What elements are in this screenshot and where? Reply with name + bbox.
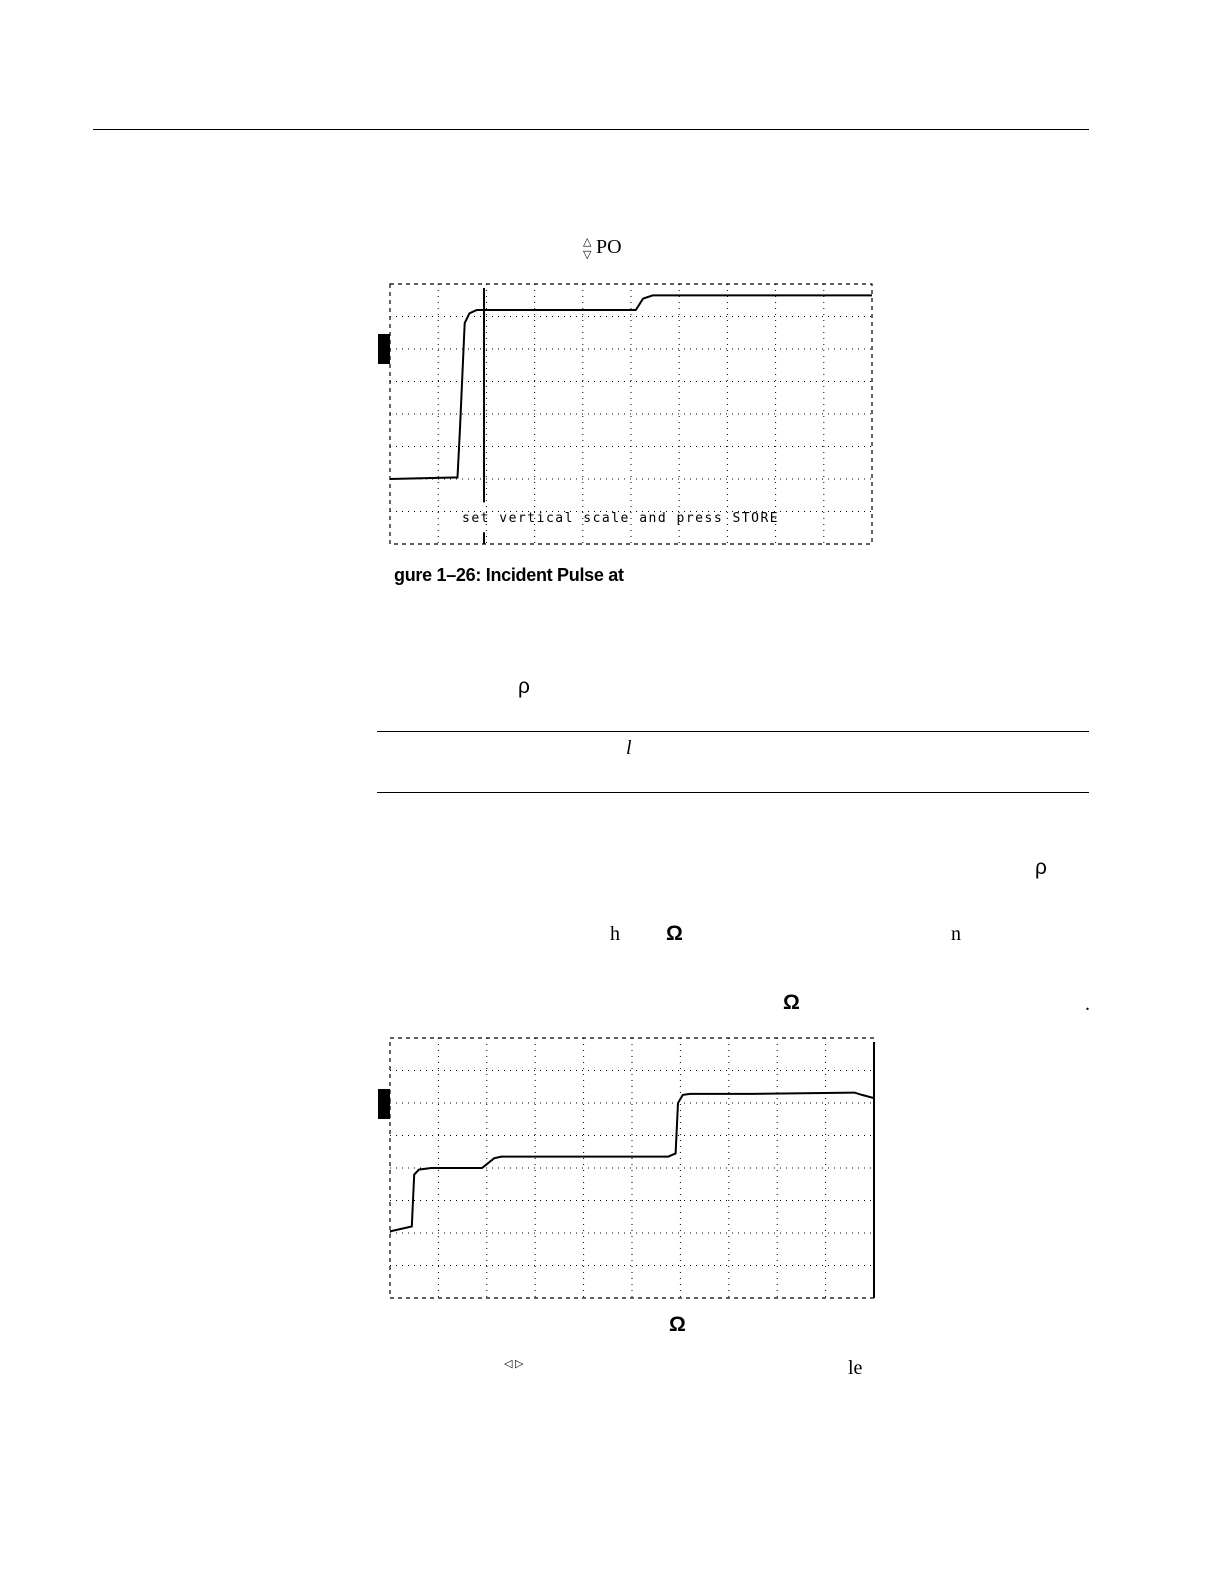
le-text: le (848, 1357, 863, 1379)
scope-1-grid (390, 284, 872, 544)
scope-2-trace (390, 1093, 874, 1232)
up-triangle-icon: △ (583, 235, 592, 248)
omega-symbol-2: Ω (783, 991, 800, 1014)
down-triangle-icon: ▽ (583, 248, 592, 261)
po-label: PO (596, 236, 622, 258)
scope-display-1 (389, 283, 873, 545)
scope-1-trace (390, 295, 872, 479)
scope-1-message: set vertical scale and press STORE (462, 511, 780, 526)
note-rule-top (377, 731, 1089, 732)
scope-2-svg (389, 1037, 875, 1299)
left-triangle-icon: ◁ (504, 1357, 513, 1370)
scope-1-svg (389, 283, 873, 545)
right-triangle-icon: ▷ (515, 1357, 524, 1370)
scope-display-2 (389, 1037, 875, 1299)
header-rule (93, 129, 1089, 130)
figure-1-caption: gure 1–26: Incident Pulse at (394, 565, 624, 585)
rho-symbol-2: ρ (1035, 856, 1047, 879)
omega-symbol-1: Ω (666, 922, 683, 945)
italic-l: l (626, 737, 632, 759)
omega-symbol-3: Ω (669, 1313, 686, 1336)
rho-symbol-1: ρ (518, 675, 530, 698)
letter-h: h (610, 923, 620, 945)
letter-n: n (951, 923, 961, 945)
note-rule-bottom (377, 792, 1089, 793)
period: . (1085, 993, 1090, 1015)
